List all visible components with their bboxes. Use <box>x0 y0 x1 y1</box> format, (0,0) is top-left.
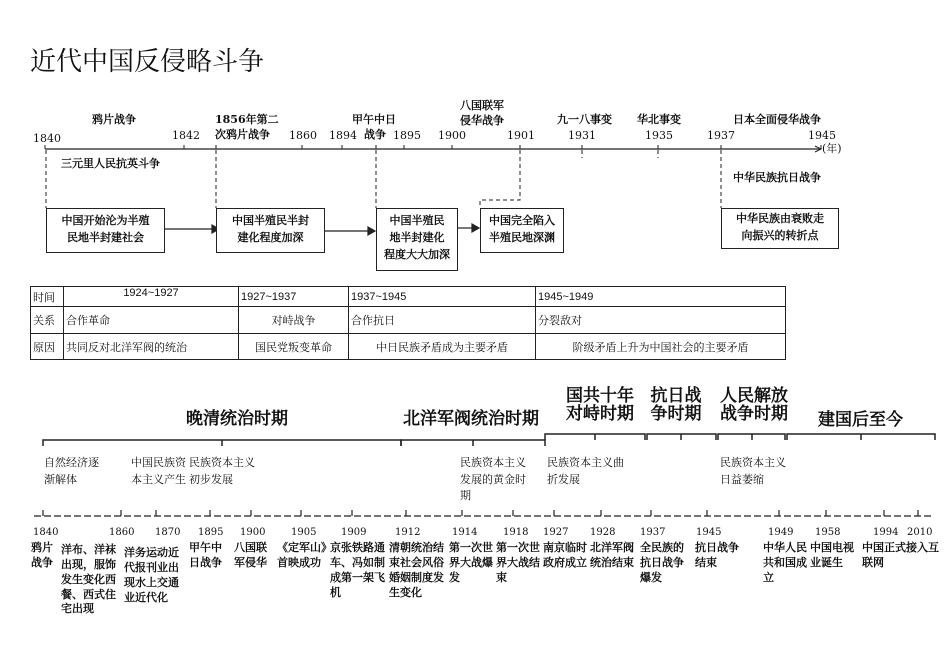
stage-box <box>721 208 839 249</box>
economy-note: 中国民族资本主义产生 <box>131 456 186 486</box>
event-label: 侵华战争 <box>460 114 504 127</box>
year-label: 1994 <box>873 527 899 538</box>
table-cell: 国民党叛变革命 <box>239 334 349 360</box>
stage-box <box>480 208 564 253</box>
year-label: 1931 <box>568 129 596 142</box>
table-cell: 合作革命 <box>64 307 239 334</box>
event-label: 抗日战争结束 <box>695 541 739 569</box>
year-label: 1860 <box>289 129 317 142</box>
box-line: 半殖民地深渊 <box>489 231 555 245</box>
table-cell: 共同反对北洋军阀的统治 <box>64 334 239 360</box>
row-label: 原因 <box>31 334 64 360</box>
year-label: 1900 <box>438 129 466 142</box>
year-label: 1901 <box>507 129 535 142</box>
table-cell: 1945~1949 <box>536 287 786 307</box>
stage-box <box>376 208 458 271</box>
year-label: 1945 <box>696 527 722 538</box>
box-line: 中国开始沦为半殖 <box>61 214 150 227</box>
year-label: 1927 <box>543 527 569 538</box>
table-cell: 中日民族矛盾成为主要矛盾 <box>349 334 536 360</box>
page-title: 近代中国反侵略斗争 <box>30 47 265 77</box>
event-label: 甲午中日 <box>352 113 396 126</box>
event-label: 八国联军 <box>460 99 504 112</box>
event-label: 南京临时政府成立 <box>543 541 587 569</box>
box-line: 地半封建化 <box>389 231 445 245</box>
event-label: 《定军山》首映成功 <box>277 541 332 569</box>
event-label: 第一次世界大战爆发 <box>449 541 493 584</box>
event-label: 中国电视业诞生 <box>810 541 854 569</box>
event-label: 第一次世界大战结束 <box>496 541 540 584</box>
event-label: 洋务运动近代报刊业出现水上交通业近代化 <box>124 546 179 604</box>
event-label: 九一八事变 <box>557 113 612 126</box>
event-label: 八国联军侵华 <box>234 541 267 569</box>
year-label: 1928 <box>590 527 616 538</box>
economy-note: 民族资本主义初步发展 <box>189 456 255 486</box>
year-label: 1840 <box>33 132 61 145</box>
event-label: 中华民族抗日战争 <box>733 171 821 184</box>
event-label: 北洋军阀统治结束 <box>590 541 634 569</box>
economy-note: 自然经济逐渐解体 <box>44 456 99 486</box>
year-label: 1918 <box>503 527 529 538</box>
economy-note: 民族资本主义发展的黄金时期 <box>460 456 526 502</box>
event-label: 鸦片战争 <box>92 113 136 126</box>
table-cell: 1927~1937 <box>239 287 349 307</box>
row-label: 关系 <box>31 307 64 334</box>
event-label: 中国正式接入互联网 <box>862 541 939 569</box>
box-line: 中国半殖民半封 <box>232 214 309 227</box>
year-label: 1945 <box>808 129 836 142</box>
kmt-cpc-relations-table <box>30 286 786 360</box>
event-label: 华北事变 <box>637 113 681 126</box>
period-label: 人民解放战争时期 <box>720 386 788 424</box>
year-label: 1958 <box>815 527 841 538</box>
event-label: 清朝统治结束社会风俗婚姻制度发生变化 <box>389 541 444 599</box>
event-label: 甲午中日战争 <box>189 541 222 569</box>
stage-box <box>46 208 165 253</box>
economy-note: 民族资本主义日益萎缩 <box>720 456 786 486</box>
stage-box <box>216 208 325 253</box>
box-line: 中华民族由衰败走 <box>736 212 824 225</box>
year-unit: (年) <box>822 142 842 155</box>
year-label: 1937 <box>707 129 735 142</box>
year-label: 1895 <box>198 527 224 538</box>
table-cell: 1937~1945 <box>349 287 536 307</box>
period-label: 北洋军阀统治时期 <box>403 409 539 429</box>
box-line: 中国完全陷入 <box>489 214 555 227</box>
year-label: 1912 <box>395 527 421 538</box>
table-cell: 1924~1927 <box>64 287 239 307</box>
box-line: 程度大大加深 <box>384 248 450 262</box>
year-label: 1909 <box>341 527 367 538</box>
box-line: 民地半封建社会 <box>67 231 144 245</box>
year-label: 2010 <box>907 527 933 538</box>
box-line: 建化程度加深 <box>237 231 304 245</box>
table-cell: 阶级矛盾上升为中国社会的主要矛盾 <box>536 334 786 360</box>
event-label: 鸦片战争 <box>31 541 53 569</box>
year-label: 1895 <box>393 129 421 142</box>
event-label: 战争 <box>364 128 386 141</box>
table-cell: 合作抗日 <box>349 307 536 334</box>
period-label: 抗日战争时期 <box>650 386 702 424</box>
economy-note: 民族资本主义曲折发展 <box>547 456 624 486</box>
year-label: 1914 <box>452 527 478 538</box>
year-label: 1840 <box>33 527 59 538</box>
year-label: 1870 <box>155 527 181 538</box>
period-label: 晚清统治时期 <box>186 409 288 429</box>
event-label: 全民族的抗日战争爆发 <box>640 541 684 584</box>
table-cell: 对峙战争 <box>239 307 349 334</box>
event-label: 三元里人民抗英斗争 <box>61 157 160 170</box>
year-label: 1935 <box>645 129 673 142</box>
year-label: 1894 <box>329 129 357 142</box>
period-label: 建国后至今 <box>818 410 903 430</box>
year-label: 1860 <box>109 527 135 538</box>
event-label: 次鸦片战争 <box>215 128 270 141</box>
year-label: 1949 <box>768 527 794 538</box>
table-cell: 分裂敌对 <box>536 307 786 334</box>
event-label: 中华人民共和国成立 <box>763 541 807 584</box>
event-label: 洋布、洋袜出现，服饰发生变化西餐、西式住宅出现 <box>61 543 116 616</box>
event-label: 1856年第二 <box>215 113 279 126</box>
period-label: 国共十年对峙时期 <box>566 386 634 424</box>
year-label: 1842 <box>172 129 200 142</box>
box-line: 中国半殖民 <box>389 214 445 227</box>
year-label: 1905 <box>291 527 317 538</box>
event-label: 日本全面侵华战争 <box>733 113 821 126</box>
event-label: 京张铁路通车、冯如制成第一架飞机 <box>330 541 385 599</box>
row-label: 时间 <box>31 287 64 307</box>
year-label: 1900 <box>240 527 266 538</box>
box-line: 向振兴的转折点 <box>741 229 819 243</box>
year-label: 1937 <box>640 527 666 538</box>
